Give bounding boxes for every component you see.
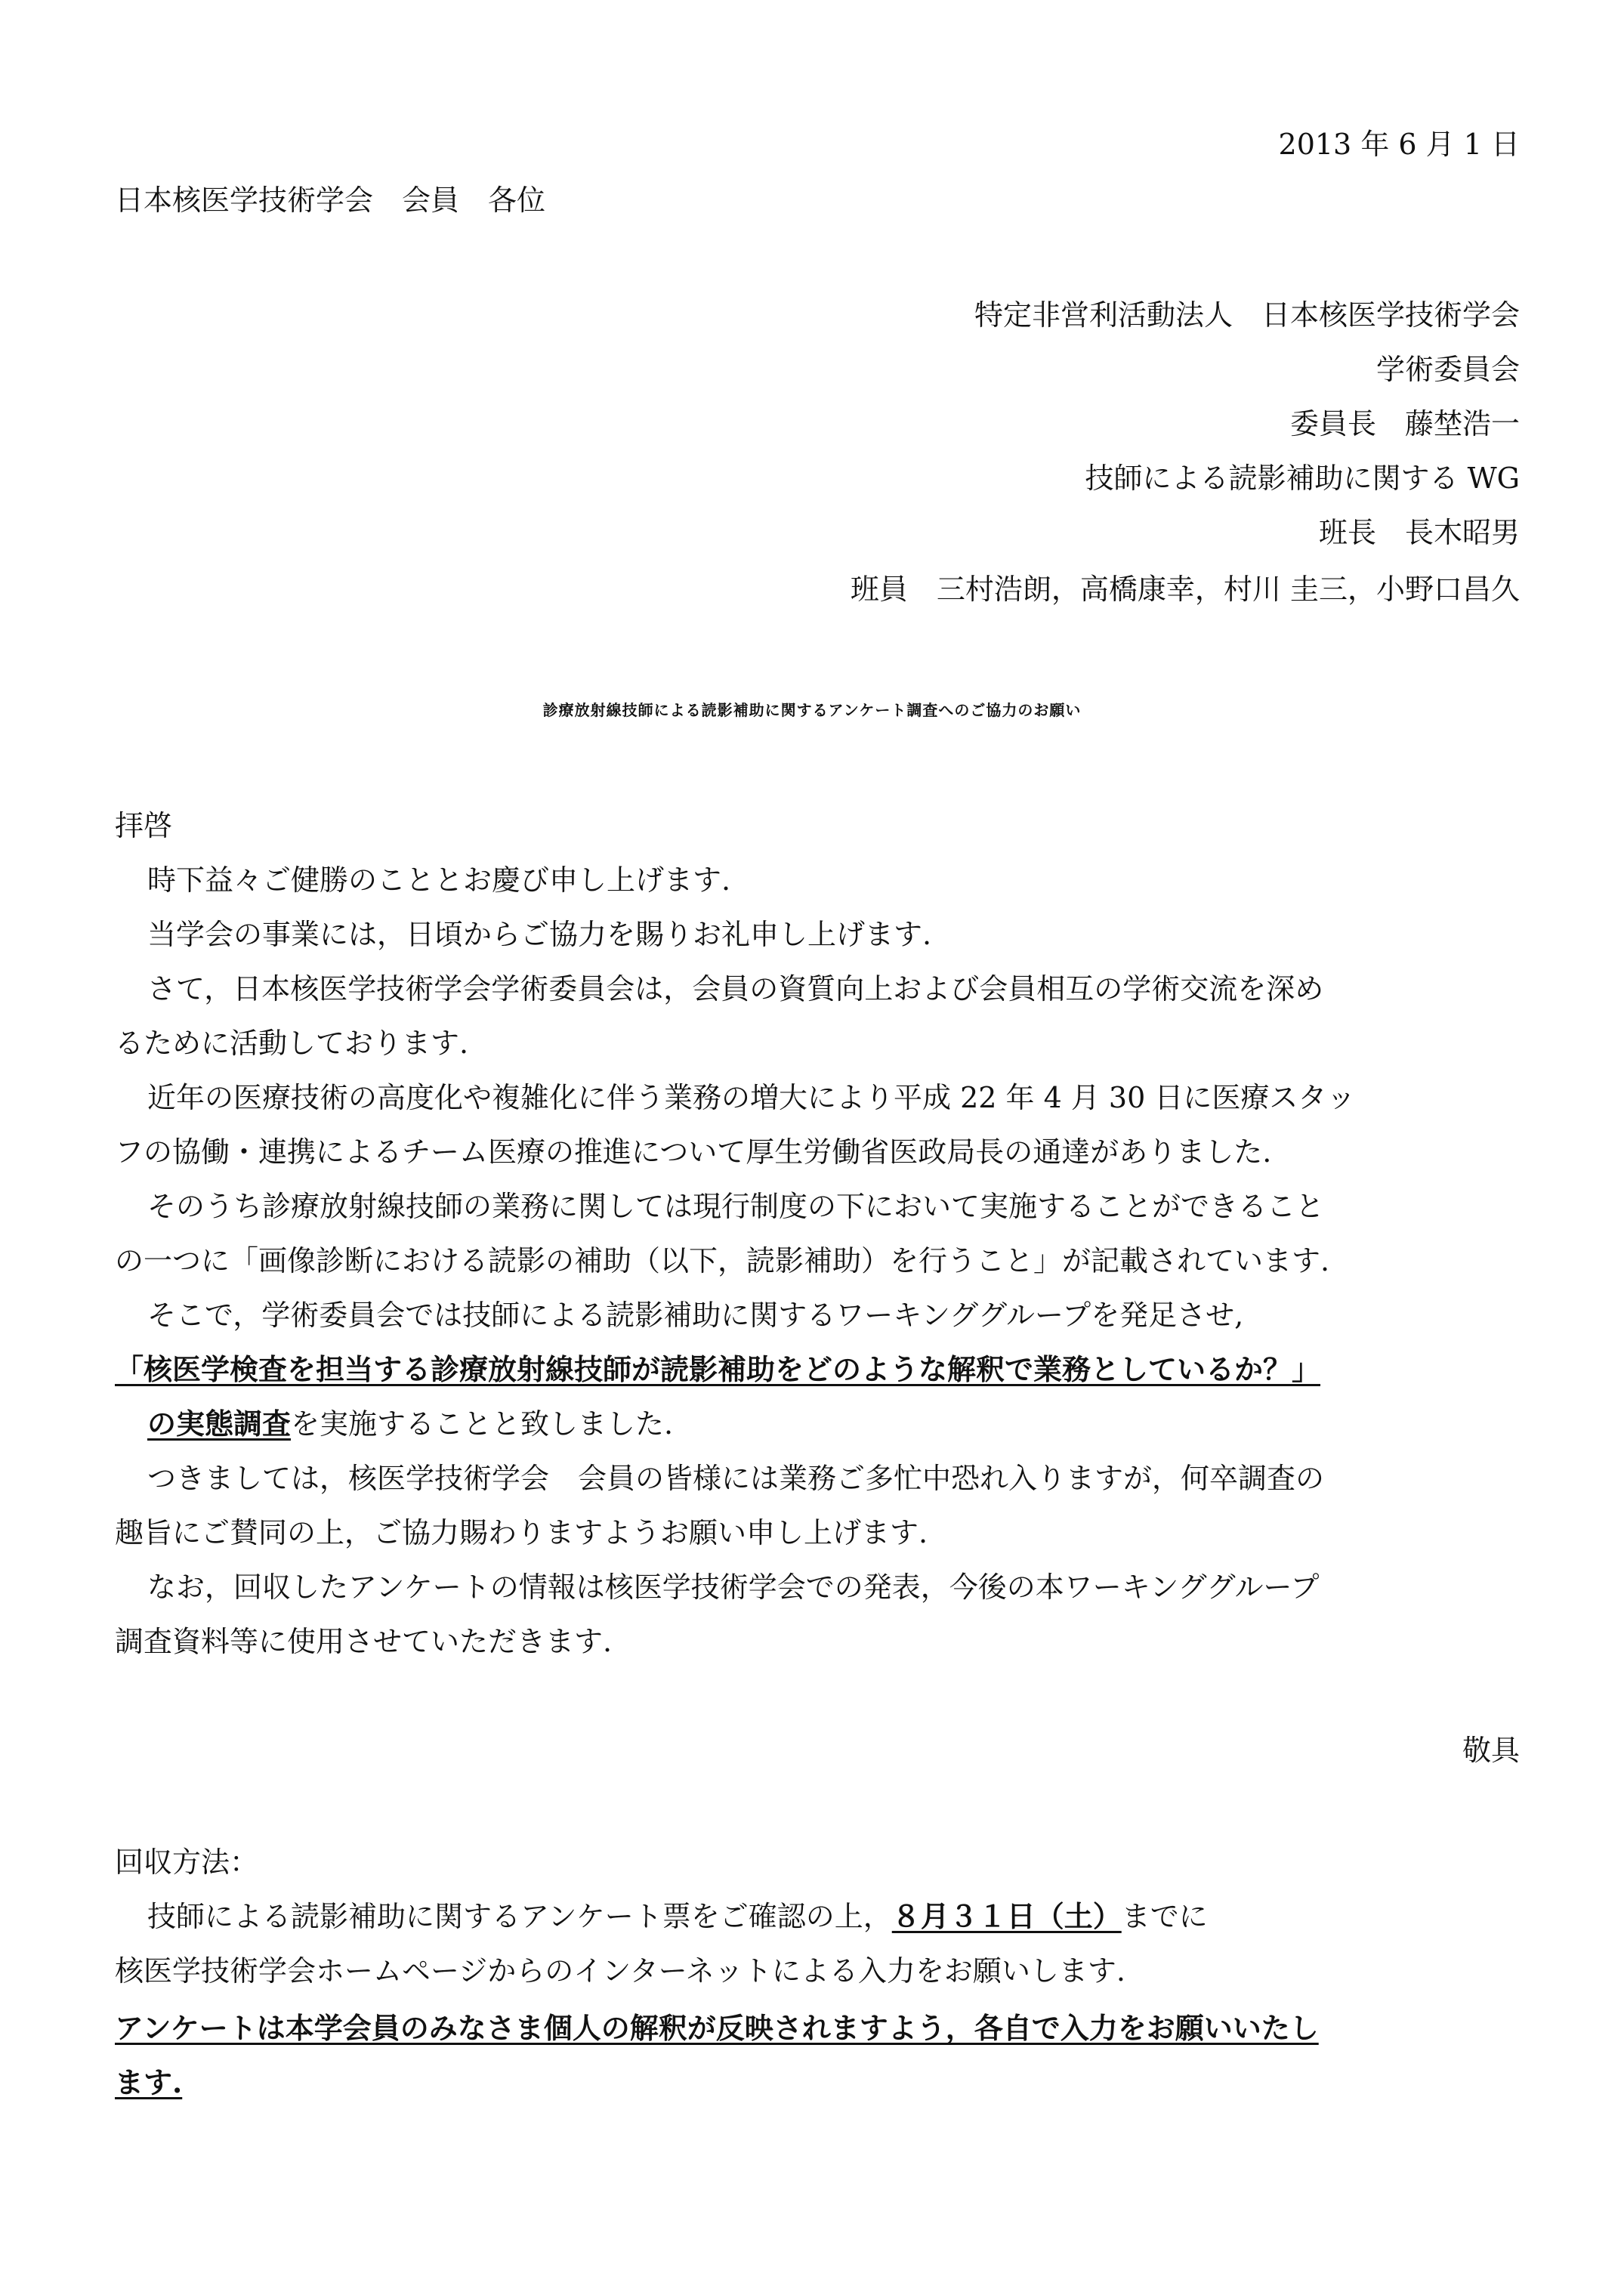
salutation: 拝啓: [115, 809, 173, 842]
paragraph-2: 当学会の事業には，日頃からご協力を賜りお礼申し上げます.: [147, 918, 932, 951]
paragraph-8-line-2: 調査資料等に使用させていただきます.: [115, 1625, 613, 1658]
survey-emphasis: の実態調査: [147, 1407, 292, 1441]
paragraph-5-line-1: そのうち診療放射線技師の業務に関しては現行制度の下において実施することができること: [147, 1190, 1325, 1223]
document-title: 診療放射線技師による読影補助に関するアンケート調査へのご協力のお願い: [542, 701, 1082, 719]
sender-leader: 班長 長木昭男: [1318, 516, 1520, 549]
addressee: 日本核医学技術学会 会員 各位: [115, 184, 546, 217]
paragraph-6-line-1: そこで，学術委員会では技師による読影補助に関するワーキンググループを発足させ,: [147, 1299, 1244, 1332]
collection-note-line-2: ます.: [115, 2065, 183, 2099]
collection-note-line-1: アンケートは本学会員のみなさま個人の解釈が反映されますよう，各自で入力をお願いいたし: [115, 2011, 1319, 2045]
collection-line-1-post: までに: [1121, 1900, 1208, 1933]
paragraph-4-line-2: フの協働・連携によるチーム医療の推進について厚生労働省医政局長の通達がありました.: [115, 1135, 1272, 1169]
collection-line-2: 核医学技術学会ホームページからのインターネットによる入力をお願いします.: [115, 1954, 1125, 1988]
sender-committee: 学術委員会: [1375, 353, 1520, 386]
paragraph-3-line-1: さて，日本核医学技術学会学術委員会は，会員の資質向上および会員相互の学術交流を深め: [147, 972, 1324, 1005]
sender-working-group: 技師による読影補助に関する WG: [1085, 462, 1520, 495]
survey-purpose-emphasis: 「核医学検査を担当する診療放射線技師が読影補助をどのような解釈で業務としているか？」: [115, 1352, 1321, 1386]
closing: 敬具: [1462, 1734, 1520, 1767]
paragraph-6-line-3-rest: を実施することと致しました.: [291, 1407, 674, 1441]
paragraph-7-line-2: 趣旨にご賛同の上，ご協力賜わりますようお願い申し上げます.: [115, 1516, 928, 1549]
paragraph-6-line-3: [147, 1405, 673, 1443]
paragraph-3-line-2: るために活動しております.: [115, 1027, 469, 1060]
paragraph-5-line-2: の一つに「画像診断における読影の補助（以下，読影補助）を行うこと」が記載されています.: [115, 1244, 1330, 1277]
paragraph-8-line-1: なお，回収したアンケートの情報は核医学技術学会での発表，今後の本ワーキンググループ: [147, 1571, 1320, 1604]
sender-chair: 委員長 藤埜浩一: [1289, 407, 1520, 440]
collection-line-1-pre: 技師による読影補助に関するアンケート票をご確認の上，: [147, 1900, 892, 1933]
collection-heading: 回収方法：: [115, 1846, 259, 1879]
paragraph-1: 時下益々ご健勝のこととお慶び申し上げます.: [147, 863, 731, 897]
sender-organization: 特定非営利活動法人 日本核医学技術学会: [974, 298, 1520, 332]
sender-members: 班員 三村浩朗，高橋康幸，村川 圭三，小野口昌久: [850, 573, 1520, 606]
deadline-date: ８月３１日（土）: [891, 1899, 1122, 1933]
paragraph-4-line-1: 近年の医療技術の高度化や複雑化に伴う業務の増大により平成 22 年 4 月 30 日に医療スタッ: [147, 1081, 1356, 1114]
paragraph-7-line-1: つきましては，核医学技術学会 会員の皆様には業務ご多忙中恐れ入りますが，何卒調査の: [147, 1462, 1325, 1495]
collection-line-1: [147, 1898, 1208, 1935]
document-date: 2013 年 6 月 1 日: [1278, 128, 1520, 161]
